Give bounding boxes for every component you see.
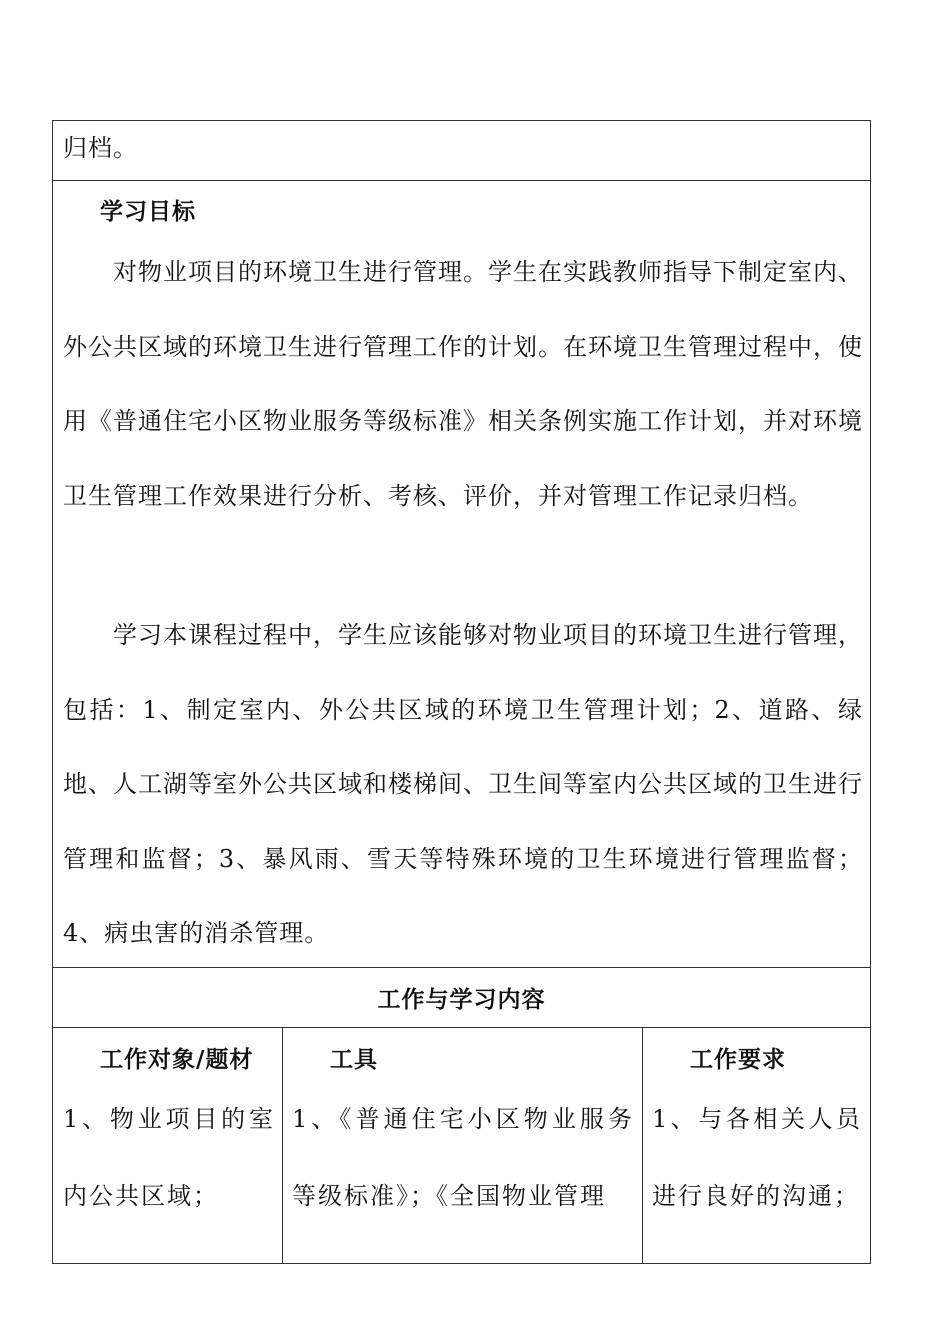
column-header-object: 工作对象/题材 [100,1047,254,1073]
goals-paragraph-1: 对物业项目的环境卫生进行管理。学生在实践教师指导下制定室内、外公共区域的环境卫生进行管理工作的计划。在环境卫生管理过程中，使用《普通住宅小区物业服务等级标准》相关条例实施工作计划，并对环境卫生管理工作效果进行分析、考核、评价，并对管理工作记录归档。 [63,258,863,510]
row-divider [53,1027,870,1028]
column-header-tools: 工具 [330,1047,378,1073]
cell-tools: 1、《普通住宅小区物业服务等级标准》；《全国物业管理 [292,1105,634,1210]
cell-object: 1、物业项目的室内公共区域； [63,1105,275,1210]
row-divider [53,967,870,968]
goals-paragraph-2: 学习本课程过程中，学生应该能够对物业项目的环境卫生进行管理，包括：1、制定室内、外公共区域的环境卫生管理计划；2、道路、绿地、人工湖等室外公共区域和楼梯间、卫生间等室内公共区域的卫生进行管理和监督；3、暴风雨、雪天等特殊环境的卫生环境进行管理监督；4、病虫害的消杀管理。 [63,621,863,947]
column-divider [642,1027,643,1263]
archive-text: 归档。 [63,134,138,162]
row-divider [53,180,870,181]
goals-heading: 学习目标 [100,199,196,225]
section-title: 工作与学习内容 [377,987,546,1013]
document-table [52,120,871,1264]
column-header-requirements: 工作要求 [690,1047,786,1073]
column-divider [282,1027,283,1263]
cell-requirements: 1、与各相关人员进行良好的沟通； [652,1105,862,1210]
